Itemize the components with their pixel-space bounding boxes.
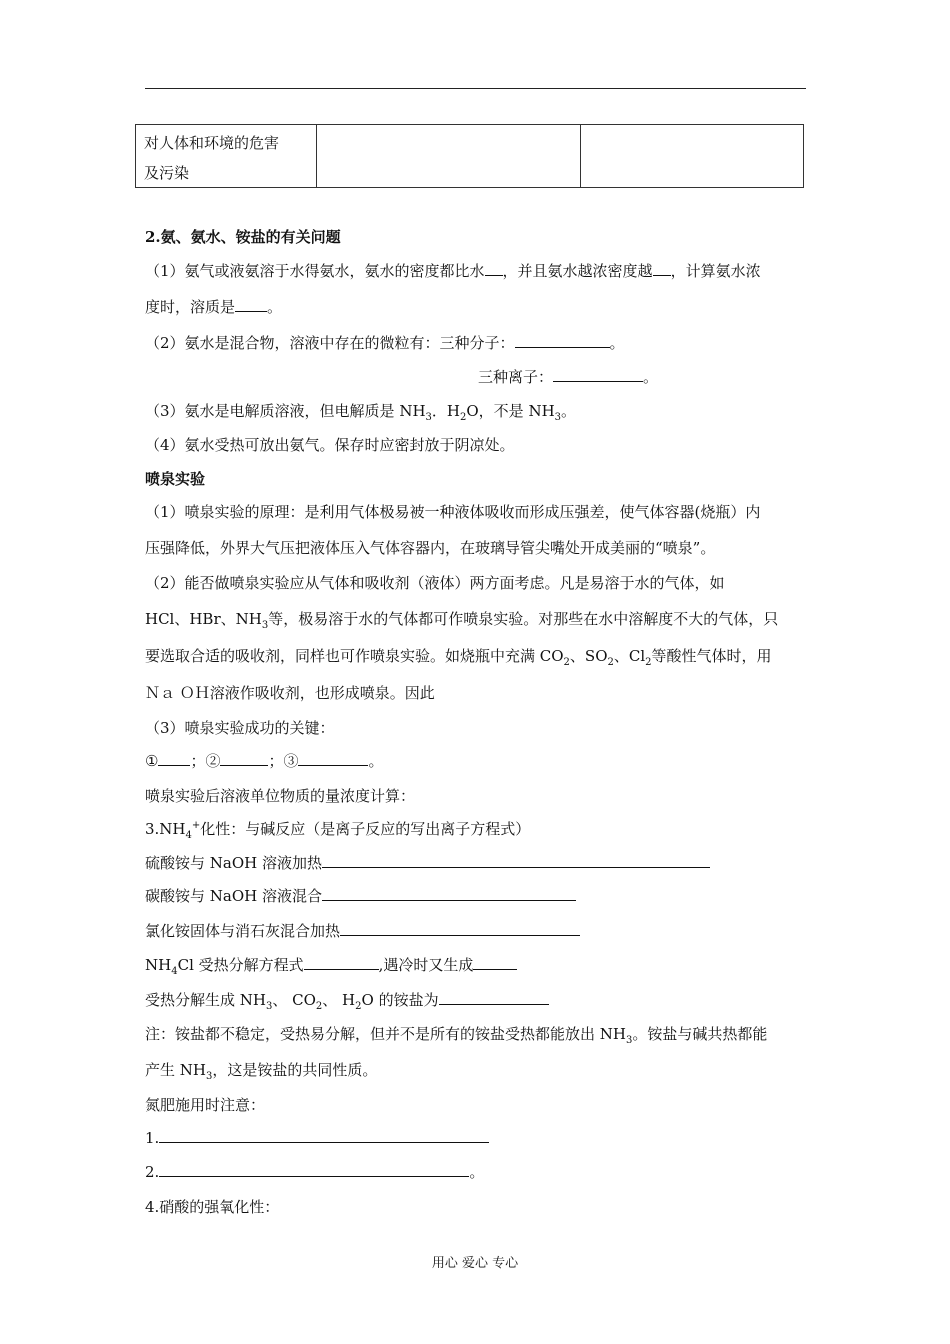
sec2-p1-line2: 度时，溶质是 。 — [145, 298, 283, 316]
sec3-l5: 受热分解生成 $NH_3$、 $CO_2$、 $H_2O$ 的铵盐为 — [145, 990, 549, 1010]
blank-field[interactable] — [439, 990, 549, 1005]
blank-field[interactable] — [340, 921, 580, 936]
sec2-p2-line2: 三种离子： 。 — [478, 368, 659, 386]
fountain-p3: （3）喷泉实验成功的关键： — [145, 719, 335, 737]
sec3-l3: 氯化铵固体与消石灰混合加热 — [145, 921, 580, 941]
blank-field[interactable] — [322, 853, 710, 868]
sec2-p3: （3）氨水是电解质溶液，但电解质是 $NH_3$．$H_2O$，不是 $NH_3$。 — [145, 402, 577, 423]
table-row — [136, 125, 804, 188]
fountain-title: 喷泉实验 — [145, 470, 206, 488]
sec3-l4: $NH_4Cl$ 受热分解方程式 ,遇冷时又生成 — [145, 955, 517, 975]
sec2-p1-line1: （1）氨气或液氨溶于水得氨水，氨水的密度都比水 ，并且氨水越浓密度越 ，计算氨水浓 — [145, 262, 761, 280]
note-line2: 产生 $NH_3$，这是铵盐的共同性质。 — [145, 1061, 378, 1082]
section-4-title: 4.硝酸的强氧化性： — [145, 1198, 280, 1216]
table-cell-empty[interactable] — [317, 125, 581, 188]
blank-field[interactable] — [159, 1128, 489, 1143]
blank-field[interactable] — [515, 333, 610, 348]
blank-field[interactable] — [473, 955, 517, 970]
blank-field[interactable] — [298, 751, 368, 766]
fountain-p1-line1: （1）喷泉实验的原理：是利用气体极易被一种液体吸收而形成压强差，使气体容器(烧瓶）内 — [145, 503, 761, 521]
fountain-p2-line1: （2）能否做喷泉实验应从气体和吸收剂（液体）两方面考虑。凡是易溶于水的气体，如 — [145, 574, 725, 592]
sec2-p4: （4）氨水受热可放出氨气。保存时应密封放于阴凉处。 — [145, 436, 515, 454]
section-3-title: $3.NH_4^+$化性：与碱反应（是离子反应的写出离子方程式） — [145, 820, 531, 841]
fountain-p2-line4: Ｎａ ＯＨ溶液作吸收剂，也形成喷泉。因此 — [145, 684, 435, 702]
fountain-calc: 喷泉实验后溶液单位物质的量浓度计算： — [145, 787, 416, 805]
sec3-l1: 硫酸铵与 NaOH 溶液加热 — [145, 853, 710, 873]
sec2-p2-line1: （2）氨水是混合物，溶液中存在的微粒有：三种分子： 。 — [145, 334, 625, 352]
blank-field[interactable] — [653, 261, 671, 276]
blank-field[interactable] — [553, 367, 643, 382]
section-2-title: 2.氨、氨水、铵盐的有关问题 — [145, 228, 341, 246]
fertilizer-heading: 氮肥施用时注意： — [145, 1096, 266, 1114]
fertilizer-item-2: 2. 。 — [145, 1163, 485, 1181]
fountain-keys: ① ；② ；③ 。 — [145, 752, 384, 770]
row-label-line-2: 及污染 — [144, 164, 190, 182]
fountain-p1-line2: 压强降低，外界大气压把液体压入气体容器内，在玻璃导管尖嘴处开成美丽的“喷泉”。 — [145, 539, 716, 557]
note-line1: 注：铵盐都不稳定，受热易分解，但并不是所有的铵盐受热都能放出 $NH_3$。铵盐与碱共热都能 — [145, 1025, 768, 1046]
row-label-line-1: 对人体和环境的危害 — [144, 134, 280, 152]
fertilizer-item-1: 1. — [145, 1128, 489, 1148]
fountain-p2-line3: 要选取合适的吸收剂，同样也可作喷泉实验。如烧瓶中充满 $CO_2$、$SO_2$、$Cl_2$等酸性气体时，用 — [145, 647, 772, 668]
table-cell-empty[interactable] — [581, 125, 804, 188]
blank-field[interactable] — [220, 751, 268, 766]
sec3-l2: 碳酸铵与 NaOH 溶液混合 — [145, 886, 576, 906]
blank-field[interactable] — [304, 955, 379, 970]
hazard-table — [135, 124, 804, 188]
page-footer: 用心 爱心 专心 — [431, 1256, 519, 1271]
header-rule — [145, 88, 806, 89]
blank-field[interactable] — [322, 886, 576, 901]
blank-field[interactable] — [159, 1162, 469, 1177]
fountain-p2-line2: HCl、HBr、$NH_3$等，极易溶于水的气体都可作喷泉实验。对那些在水中溶解度不大的气体，只 — [145, 610, 779, 631]
table-cell-label — [136, 125, 317, 188]
blank-field[interactable] — [158, 751, 190, 766]
blank-field[interactable] — [485, 261, 503, 276]
blank-field[interactable] — [235, 297, 267, 312]
